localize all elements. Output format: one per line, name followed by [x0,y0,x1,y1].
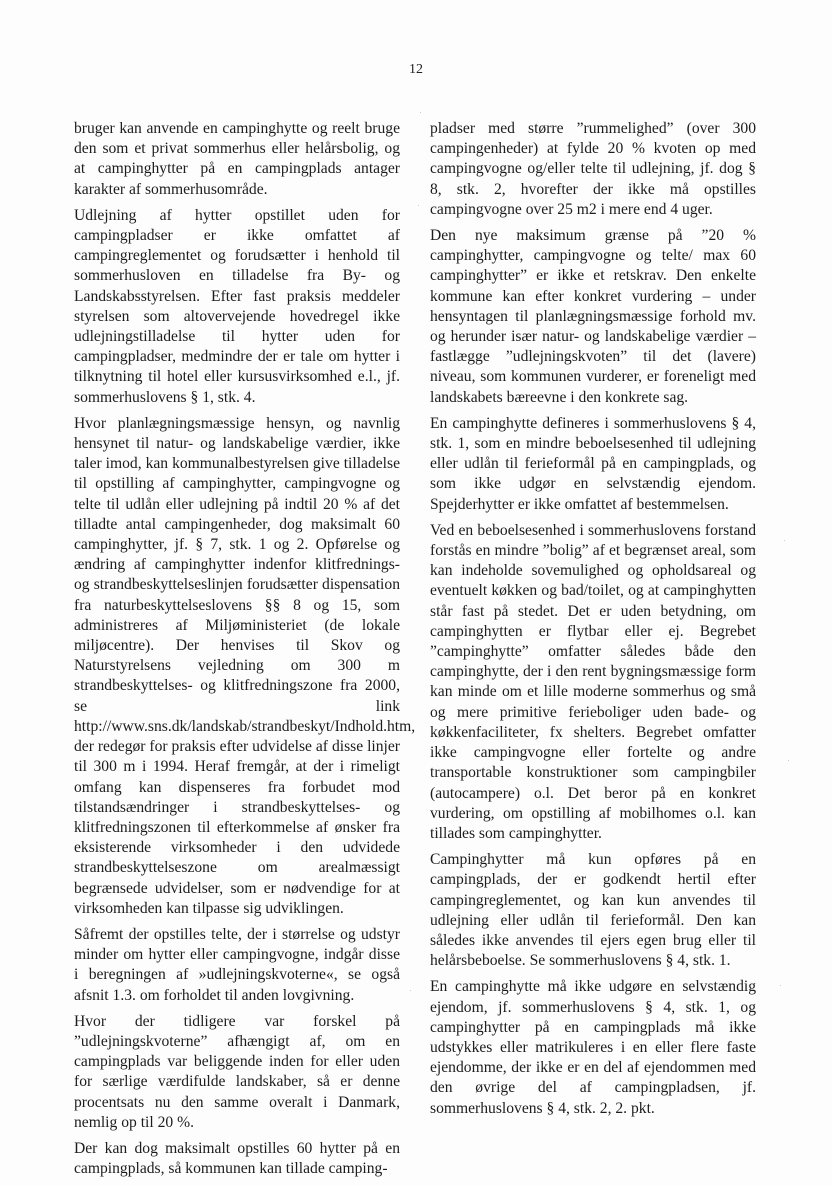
page-number: 12 [409,62,423,77]
scan-speck [788,760,789,761]
paragraph: Der kan dog maksimalt opstilles 60 hytter på en campingplads, så kommunen kan tillade camping- [74,1139,400,1178]
scan-speck [418,205,419,206]
paragraph: bruger kan anvende en campinghytte og reelt bruge den som et privat sommerhus eller helårsbolig, og at campinghytter på en campingplads antager karakter af sommerhusområde. [74,120,400,198]
paragraph: Såfremt der opstilles telte, der i størrelse og udstyr minder om hytter eller campingvogne, indgår disse i beregningen af »udlejningskvoterne«, se også afsnit 1.3. om forholdet til anden lovgivning. [74,925,400,1004]
left-column [74,119,416,1185]
scan-speck [420,112,421,113]
paragraph: Den nye maksimum grænse på ”20 % campinghytter, campingvogne og telte/ max 60 campinghytter” er ikke et retskrav. Den enkelte kommune kan efter konkret vurdering – under hensyntagen til planlægningsmæssige forhold mv. og herunder især natur- og landskabelige værdier – fastlægge ”udlejningskvoten” til det (lavere) niveau, som kommunen vurderer, er foreneligt med landskabets bæreevne i den konkrete sag. [430,227,756,406]
paragraph: Ved en beboelsesenhed i sommerhuslovens forstand forstås en mindre ”bolig” af et begrænset areal, som kan indeholde sovemulighed og opholdsareal og eventuelt køkken og bad/toilet, og at campinghytten står fast på stedet. Det er uden betydning, om campinghytten er flytbar eller ej. Begrebet ”campinghytte” omfatter således både den campinghytte, der i den rent bygningsmæssige form kan minde om et lille moderne sommerhus og små og mere primitive ferieboliger uden bade- og køkkenfaciliteter, fx shelters. Begrebet omfatter ikke campingvogne eller fortelte og andre transportable konstruktioner som campingbiler (autocampere) o.l. Det beror på en konkret vurdering, om opstilling af mobilhomes o.l. kan tillades som campinghytter. [430,521,756,842]
scan-speck [410,990,411,991]
scan-speck [784,540,785,541]
paragraph: Hvor der tidligere var forskel på ”udlejningskvoterne” afhængigt af, om en campingplads var beliggende inden for eller uden for særlige værdifulde landskaber, så er denne procentsats nu den samme overalt i Danmark, nemlig op til 20 %. [74,1012,400,1131]
paragraph: pladser med større ”rummelighed” (over 300 campingenheder) at fylde 20 % kvoten op med campingvogne og/eller telte til udlejning, jf. dog § 8, stk. 2, hvorefter der ikke må opstilles campingvogne over 25 m2 i mere end 4 uger. [430,120,756,218]
paragraph: Campinghytter må kun opføres på en campingplads, der er godkendt hertil efter campingreglementet, og kan kun anvendes til udlejning eller udlån til ferieformål. Den kan således ikke anvendes til ejers egen brug eller til helårsbeboelse. Se sommerhuslovens § 4, stk. 1. [430,851,756,970]
paragraph: Udlejning af hytter opstillet uden for campingpladser er ikke omfattet af campingreglementet og forudsætter i henhold til sommerhusloven en tilladelse fra By- og Landskabsstyrelsen. Efter fast praksis meddeler styrelsen som altovervejende hovedregel ikke udlejningstilladelse til hytter uden for campingpladser, medmindre der er tale om hytter i tilknytning til hotel eller kursusvirksomhed e.l., jf. sommerhuslovens § 1, stk. 4. [74,206,400,406]
paragraph: Hvor planlægningsmæssige hensyn, og navnlig hensynet til natur- og landskabelige værdier, ikke taler imod, kan kommunalbestyrelsen give tilladelse til opstilling af campinghytter, campingvogne og telte til udlån eller udlejning på indtil 20 % af det tilladte antal campingenheder, dog maksimalt 60 campinghytter, jf. § 7, stk. 1 og 2. Opførelse og ændring af campinghytter indenfor klitfrednings- og strandbeskyttelseslinjen forudsætter dispensation fra naturbeskyttelseslovens §§ 8 og 15, som administreres af Miljøministeriet (de lokale miljøcentre). Der henvises til Skov og Naturstyrelsens vejledning om 300 m strandbeskyttelses- og klitfredningszone fra 2000, se link http://www.sns.dk/landskab/strandbeskyt/Indhold.htm, der redegør for praksis efter udvidelse af disse linjer til 300 m i 1994. Heraf fremgår, at der i rimeligt omfang kan dispenseres fra forbudet mod tilstandsændringer i strandbeskyttelses- og klitfredningszonen til efterkommelse af ønsker fra eksisterende virksomheder i den udvidede strandbeskyttelseszone om arealmæssigt begrænsede udvidelser, som er nødvendige for at virksomheden kan tilpasse sig udviklingen. [74,414,416,917]
paragraph: En campinghytte defineres i sommerhuslovens § 4, stk. 1, som en mindre beboelsesenhed til udlejning eller udlån til ferieformål på en campingplads, og som ikke udgør en selvstændig ejendom. Spejderhytter er ikke omfattet af bestemmelsen. [430,414,756,513]
right-column [430,119,756,1125]
scan-speck [780,985,781,986]
paragraph: En campinghytte må ikke udgøre en selvstændig ejendom, jf. sommerhuslovens § 4, stk. 1, og campinghytter på en campingplads må ikke udstykkes eller matrikuleres i en eller flere faste ejendomme, der ikke er en del af ejendommen med den øvrige del af campingpladsen, jf. sommerhuslovens § 4, stk. 2, 2. pkt. [430,978,756,1117]
